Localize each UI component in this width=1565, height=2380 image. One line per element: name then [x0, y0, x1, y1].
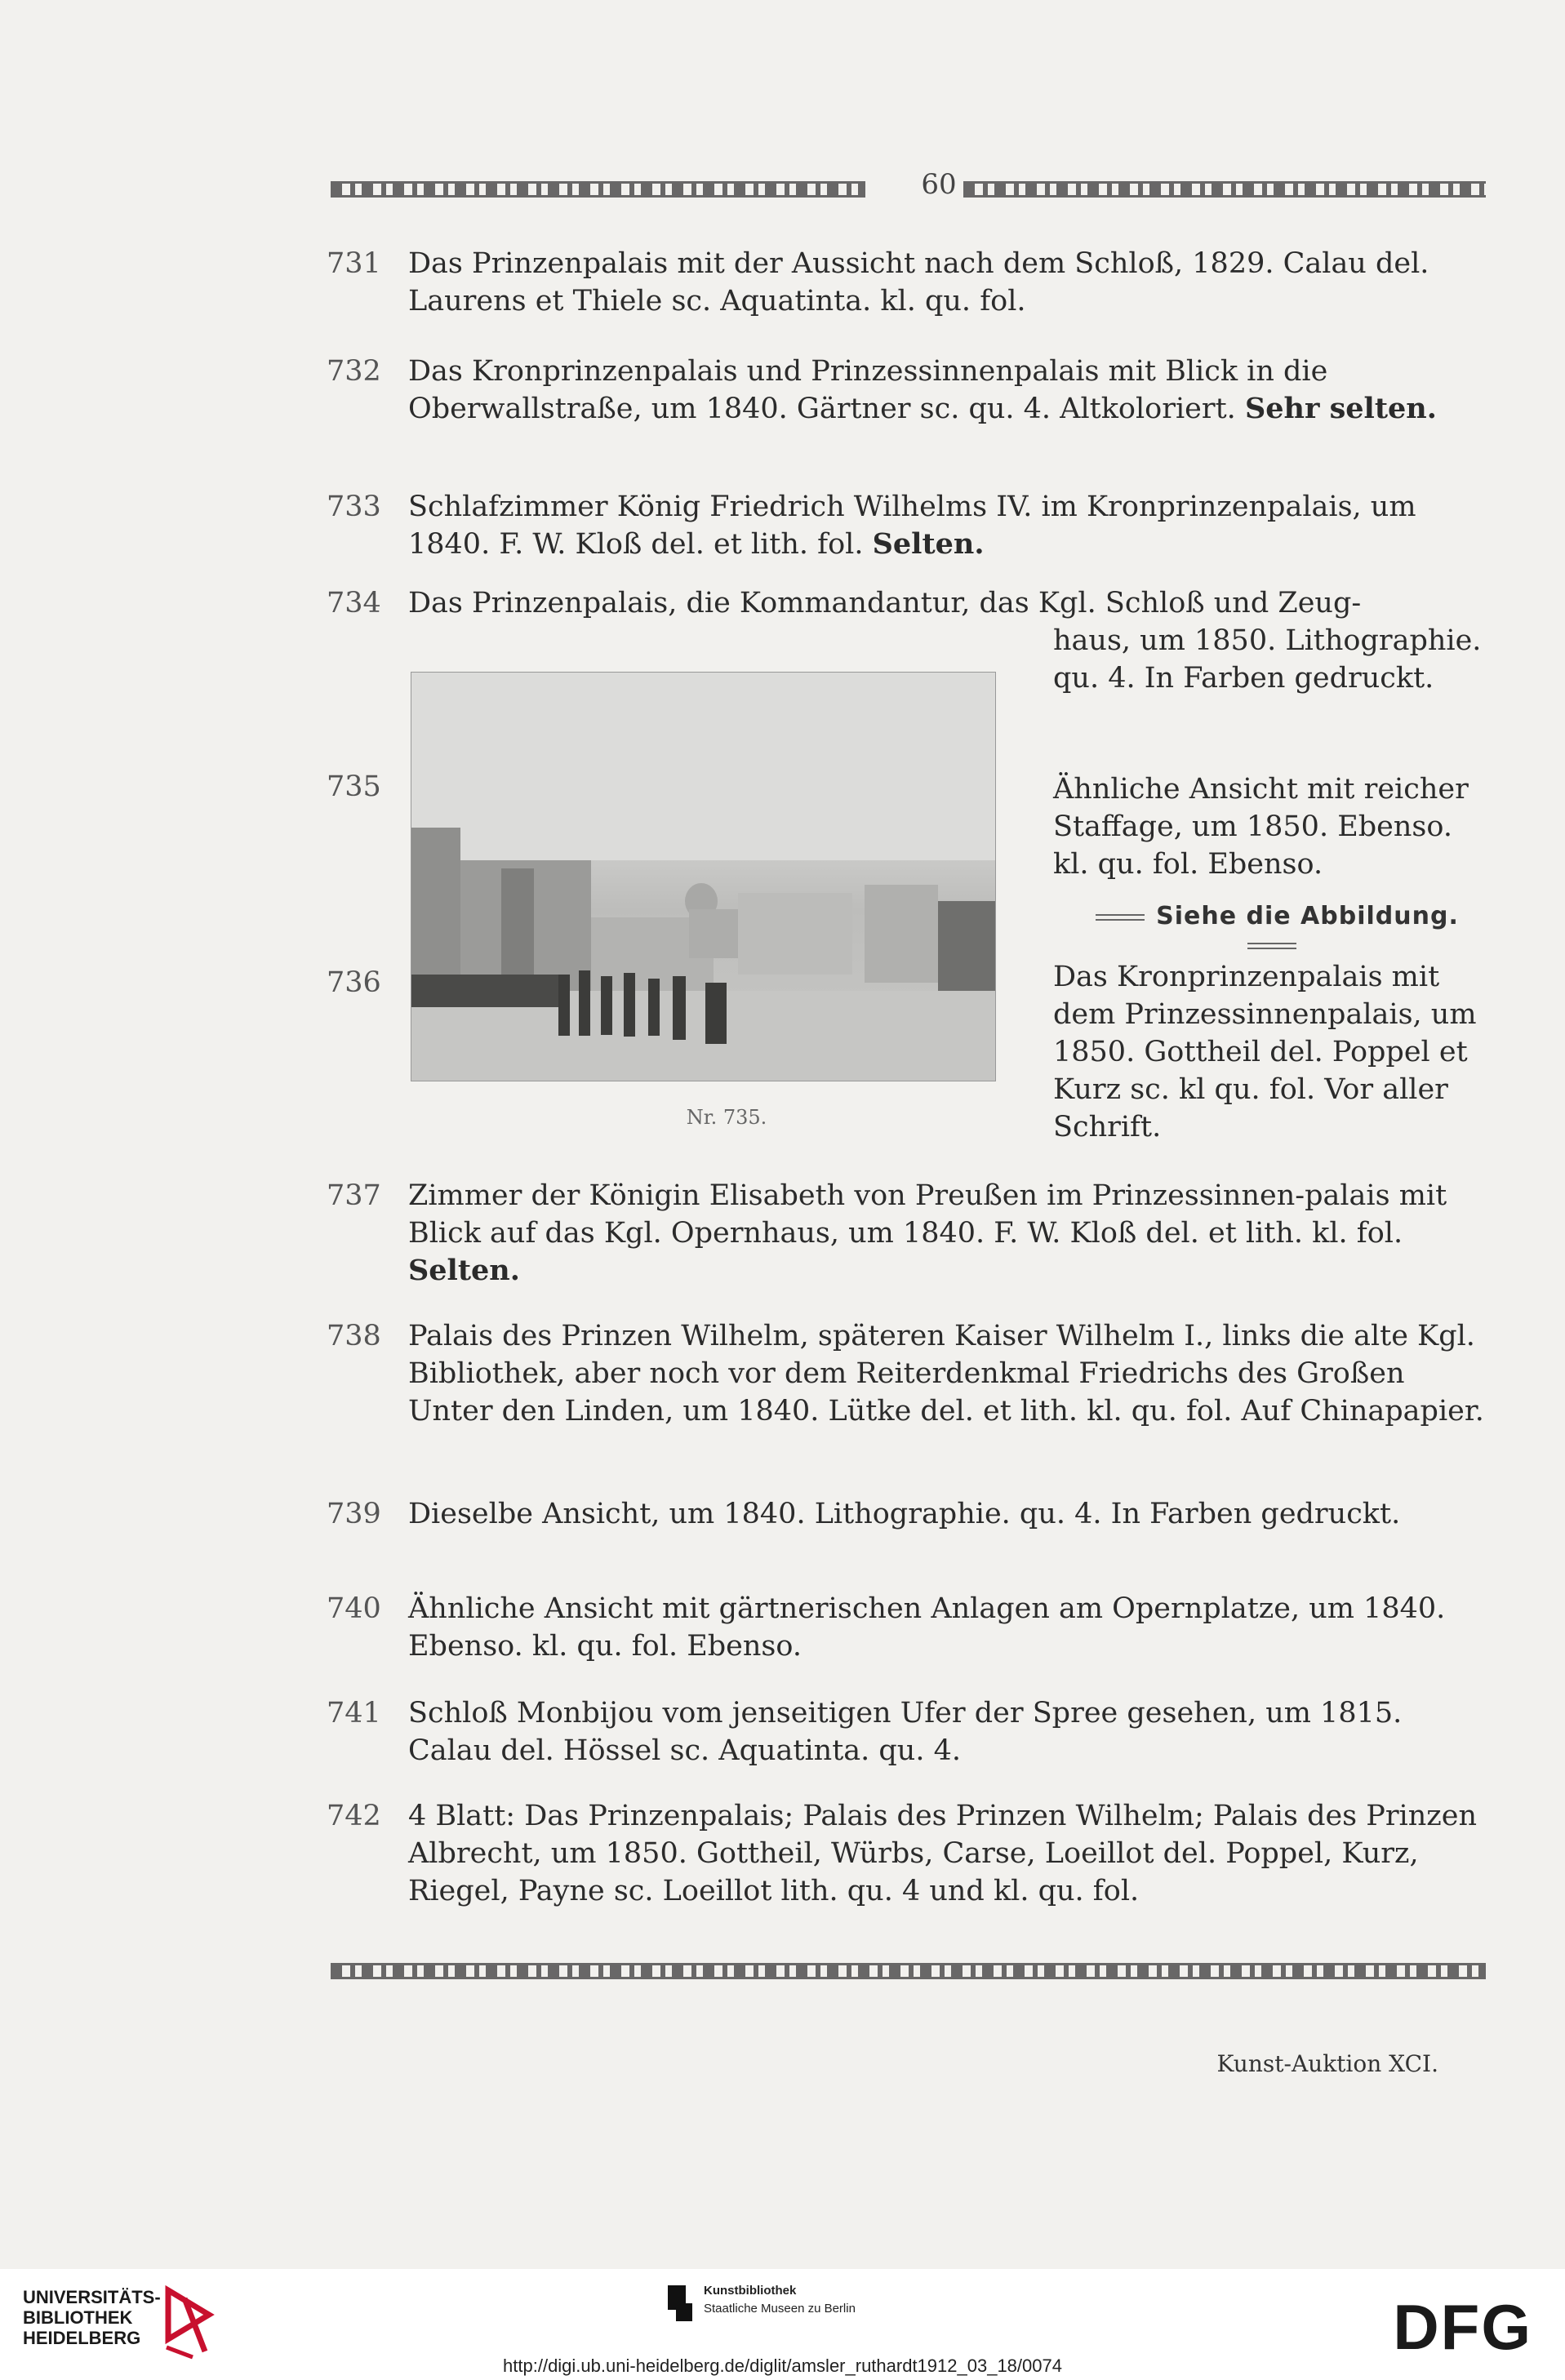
ub-heidelberg-logo-icon: [160, 2282, 217, 2360]
entry-number: 734: [327, 587, 381, 619]
entry-note-bold: Selten.: [408, 1254, 520, 1287]
top-ornament-left: [331, 181, 865, 198]
entry-note-bold: Sehr selten.: [1244, 392, 1437, 425]
entry-number: 733: [327, 491, 381, 523]
entry-736-number: 736: [327, 966, 381, 999]
entry-number: 740: [327, 1592, 381, 1625]
entry-number: 742: [327, 1800, 381, 1832]
entry-text: 4 Blatt: Das Prinzenpalais; Palais des Prinzen Wilhelm; Palais des Prinzen Albrecht, um 1850. Gottheil, Würbs, Carse, Loeillot del. Poppel, Kurz, Riegel, Payne sc. Loeillot lith. qu. 4 und kl. qu. fol.: [408, 1800, 1477, 1907]
ub-logo-line: BIBLIOTHEK: [23, 2307, 133, 2328]
entry-text: Dieselbe Ansicht, um 1840. Lithographie. qu. 4. In Farben gedruckt.: [408, 1498, 1401, 1530]
kunstbibliothek-subtitle: Staatliche Museen zu Berlin: [704, 2302, 856, 2316]
ub-logo-line: UNIVERSITÄTS-: [23, 2287, 161, 2307]
entry-734-continuation: haus, um 1850. Lithographie. qu. 4. In Farben gedruckt.: [1053, 624, 1482, 695]
entry-number: 732: [327, 355, 381, 388]
ub-heidelberg-logo-text: [23, 2287, 161, 2348]
illustration-caption: Nr. 735.: [686, 1106, 767, 1129]
page-number: 60: [921, 168, 957, 201]
entry-number: 739: [327, 1498, 381, 1530]
kunstbibliothek-icon: [668, 2285, 692, 2321]
auction-signature: Kunst-Auktion XCI.: [1216, 2050, 1438, 2077]
entry-text: Schloß Monbijou vom jenseitigen Ufer der Spree gesehen, um 1815. Calau del. Hössel sc. Aquatinta. qu. 4.: [408, 1697, 1403, 1767]
entry-number: 741: [327, 1697, 381, 1729]
entry-736-text: Das Kronprinzenpalais mit dem Prinzessinnenpalais, um 1850. Gottheil del. Poppel et Kurz sc. kl qu. fol. Vor aller Schrift.: [1053, 961, 1477, 1143]
illustration-image: [411, 673, 995, 1081]
entry-text: Das Prinzenpalais mit der Aussicht nach dem Schloß, 1829. Calau del. Laurens et Thiele sc. Aquatinta. kl. qu. fol.: [408, 247, 1429, 317]
top-ornament-right: [963, 181, 1486, 198]
see-illustration-note: [1053, 902, 1490, 959]
entry-note-bold: Selten.: [872, 527, 985, 561]
bottom-ornament: [331, 1963, 1486, 1979]
entry-number: 731: [327, 247, 381, 280]
entry-text: Ähnliche Ansicht mit gärtnerischen Anlagen am Opernplatze, um 1840. Ebenso. kl. qu. fol. Ebenso.: [408, 1592, 1446, 1663]
dfg-logo: DFG: [1393, 2291, 1532, 2363]
entry-text: Das Kronprinzenpalais und Prinzessinnenpalais mit Blick in die Oberwallstraße, um 1840. Gärtner sc. qu. 4. Altkoloriert.: [408, 355, 1328, 425]
entry-735-number: 735: [327, 770, 381, 803]
see-illustration-label: Siehe die Abbildung.: [1156, 902, 1459, 930]
kunstbibliothek-name: Kunstbibliothek: [704, 2284, 797, 2298]
entry-number: 737: [327, 1179, 381, 1212]
entry-text: Palais des Prinzen Wilhelm, späteren Kaiser Wilhelm I., links die alte Kgl. Bibliothek, aber noch vor dem Reiterdenkmal Friedrichs des Großen Unter den Linden, um 1840. Lütke del. et lith. kl. qu. fol. Auf Chinapapier.: [408, 1320, 1484, 1428]
entry-text: Zimmer der Königin Elisabeth von Preußen im Prinzessinnen-palais mit Blick auf das Kgl. Opernhaus, um 1840. F. W. Kloß del. et lith. kl. fol.: [408, 1179, 1447, 1250]
entry-text: Schlafzimmer König Friedrich Wilhelms IV. im Kronprinzenpalais, um 1840. F. W. Kloß del. et lith. fol.: [408, 491, 1416, 561]
permalink-url[interactable]: http://digi.ub.uni-heidelberg.de/diglit/amsler_ruthardt1912_03_18/0074: [503, 2356, 1062, 2376]
ub-logo-line: HEIDELBERG: [23, 2328, 141, 2348]
entry-text-line1: Das Prinzenpalais, die Kommandantur, das Kgl. Schloß und Zeug-: [408, 587, 1362, 619]
entry-735-text: Ähnliche Ansicht mit reicher Staffage, um 1850. Ebenso. kl. qu. fol. Ebenso.: [1053, 773, 1469, 881]
entry-number: 738: [327, 1320, 381, 1352]
illustration-nr-735: [411, 672, 996, 1081]
